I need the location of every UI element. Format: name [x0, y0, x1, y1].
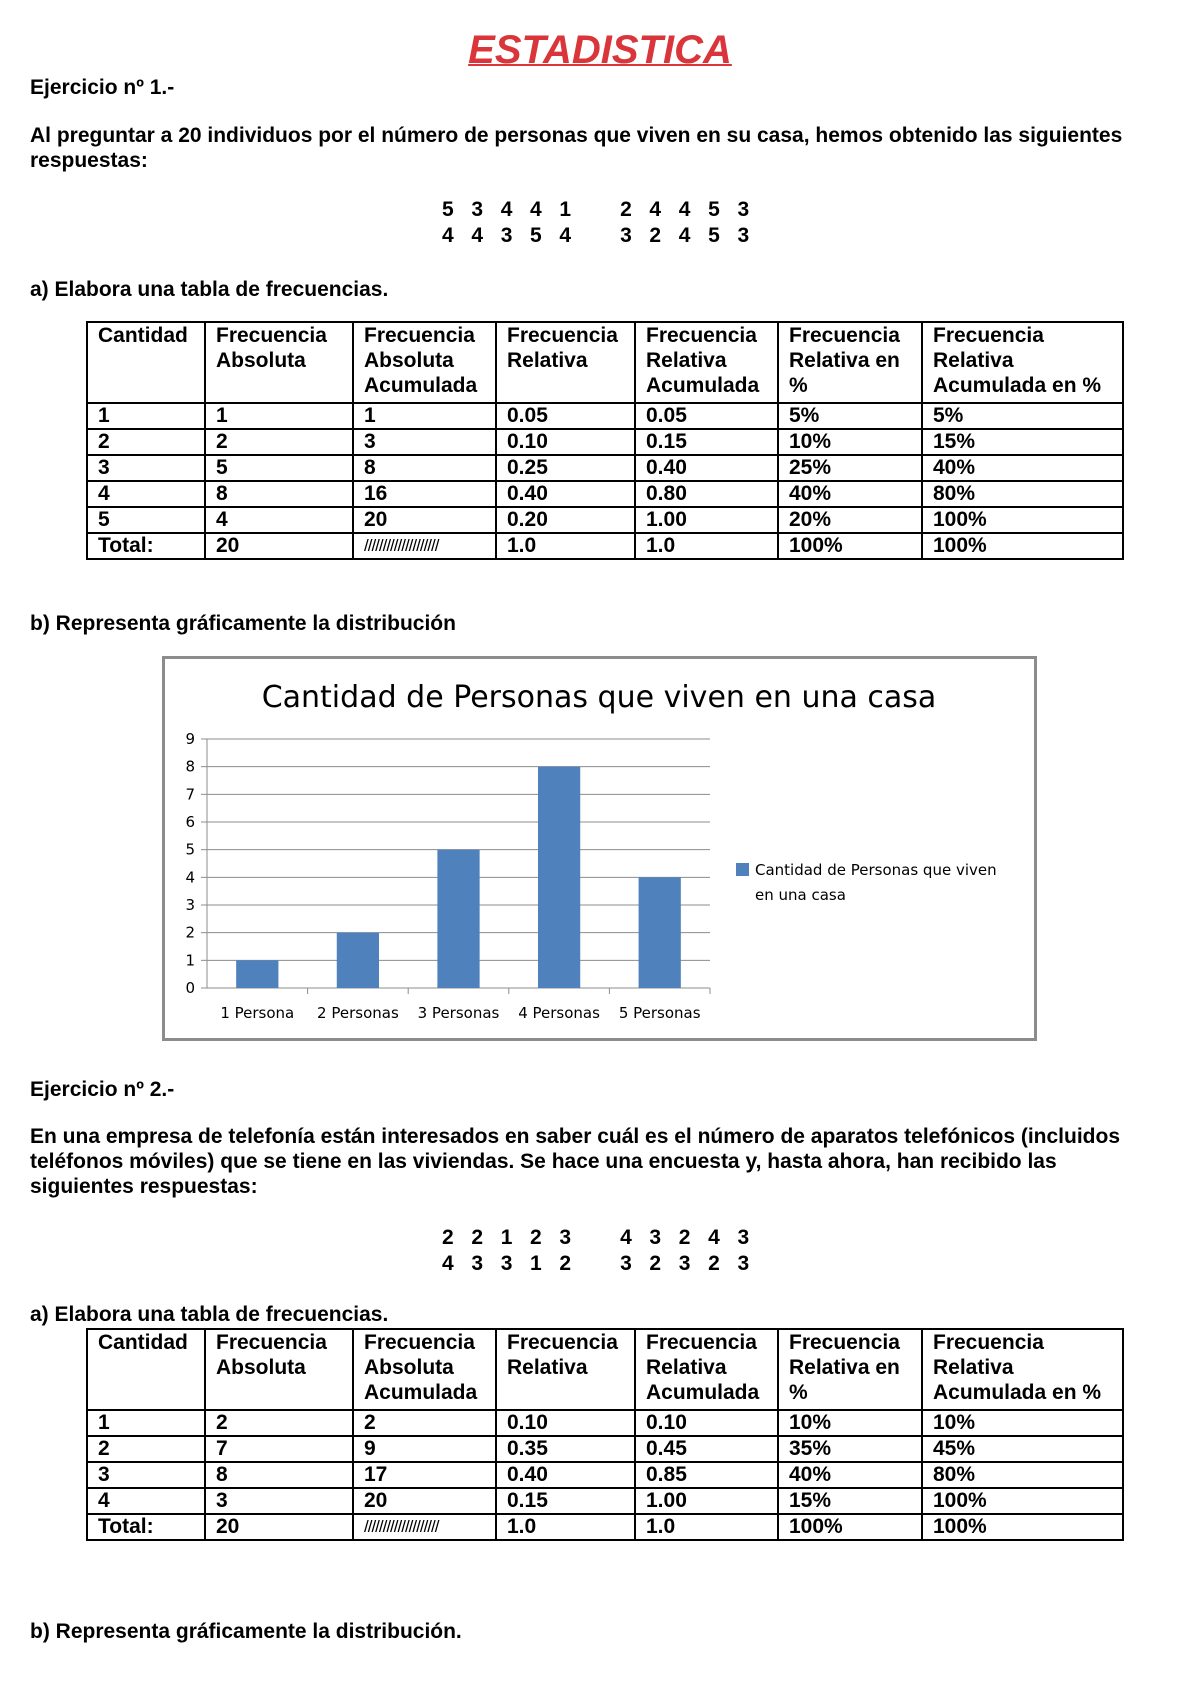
table-cell: 1.0	[635, 1514, 778, 1540]
table-cell: 0.25	[496, 455, 635, 481]
table-cell: 20	[205, 533, 353, 559]
table-cell: 0.20	[496, 507, 635, 533]
x-tick-label: 5 Personas	[618, 1004, 701, 1022]
table-cell: 1.00	[635, 507, 778, 533]
table-cell: 5%	[922, 403, 1123, 429]
bar-chart-svg	[165, 659, 1034, 1038]
x-tick-label: 2 Personas	[317, 1004, 399, 1022]
column-header: Frecuencia Relativa Acumulada	[635, 322, 778, 403]
table-cell: 2	[205, 429, 353, 455]
ex1-frequency-table	[86, 321, 1124, 560]
ex1-data-row-2: 4 4 3 5 4 3 2 4 5 3	[442, 224, 752, 247]
legend-swatch	[736, 863, 749, 876]
table-cell: 15%	[778, 1488, 922, 1514]
table-cell: 5%	[778, 403, 922, 429]
table-cell: 100%	[922, 1514, 1123, 1540]
y-tick-label: 0	[185, 979, 195, 997]
table-cell: 40%	[922, 455, 1123, 481]
column-header: Frecuencia Relativa	[496, 1329, 635, 1410]
table-cell: 8	[205, 1462, 353, 1488]
column-header: Frecuencia Relativa Acumulada	[635, 1329, 778, 1410]
table-cell: 45%	[922, 1436, 1123, 1462]
table-cell: Total:	[87, 533, 205, 559]
table-cell: 1.0	[635, 533, 778, 559]
table-cell: 3	[87, 1462, 205, 1488]
table-row	[87, 429, 1123, 455]
table-cell: 20%	[778, 507, 922, 533]
table-row	[87, 403, 1123, 429]
table-cell: 4	[87, 1488, 205, 1514]
bar-3	[437, 850, 479, 988]
table-cell: 0.40	[635, 455, 778, 481]
table-cell: 1	[353, 403, 496, 429]
table-cell: 20	[353, 507, 496, 533]
table-cell: 40%	[778, 481, 922, 507]
column-header: Frecuencia Absoluta Acumulada	[353, 322, 496, 403]
table-cell: 10%	[922, 1410, 1123, 1436]
table-cell: 1.0	[496, 533, 635, 559]
table-cell: 16	[353, 481, 496, 507]
table-cell: 15%	[922, 429, 1123, 455]
table-row	[87, 1436, 1123, 1462]
y-tick-label: 4	[185, 868, 195, 887]
table-cell: ////////////////////	[353, 1514, 496, 1540]
table-cell: 1	[87, 1410, 205, 1436]
table-cell: 100%	[922, 507, 1123, 533]
table-row	[87, 481, 1123, 507]
table-cell: 0.45	[635, 1436, 778, 1462]
table-row	[87, 1488, 1123, 1514]
column-header: Cantidad	[87, 322, 205, 403]
table-cell: 40%	[778, 1462, 922, 1488]
total-row	[87, 1514, 1123, 1540]
column-header: Frecuencia Relativa en %	[778, 1329, 922, 1410]
ex2-frequency-table	[86, 1328, 1124, 1541]
ex1-heading: Ejercicio nº 1.-	[30, 76, 175, 99]
bar-5	[639, 877, 681, 988]
bar-chart	[162, 656, 1037, 1041]
column-header: Frecuencia Relativa Acumulada en %	[922, 322, 1123, 403]
table-cell: 5	[87, 507, 205, 533]
table-cell: 100%	[778, 1514, 922, 1540]
table-cell: 20	[205, 1514, 353, 1540]
ex2-statement: En una empresa de telefonía están interesados en saber cuál es el número de aparatos telefónicos (incluidos teléfonos móviles) que se tiene en las viviendas. Se hace una encuesta y, hasta ahora, han recibido las siguientes respuestas:	[30, 1125, 1121, 1198]
table-cell: 8	[353, 455, 496, 481]
column-header: Cantidad	[87, 1329, 205, 1410]
legend-label-line-2: en una casa	[755, 886, 846, 904]
table-cell: 35%	[778, 1436, 922, 1462]
bar-2	[337, 933, 379, 988]
table-cell: 0.40	[496, 481, 635, 507]
table-row	[87, 455, 1123, 481]
x-tick-label: 1 Persona	[220, 1004, 295, 1022]
table-cell: 0.80	[635, 481, 778, 507]
table-cell: 0.40	[496, 1462, 635, 1488]
table-cell: 4	[205, 507, 353, 533]
table-cell: 0.15	[496, 1488, 635, 1514]
table-header-row	[87, 322, 1123, 403]
table-cell: 8	[205, 481, 353, 507]
table-cell: 2	[87, 1436, 205, 1462]
table-cell: 10%	[778, 1410, 922, 1436]
table-row	[87, 507, 1123, 533]
table-cell: 25%	[778, 455, 922, 481]
y-tick-label: 2	[185, 923, 195, 942]
legend-label-line-1: Cantidad de Personas que viven	[755, 861, 997, 879]
ex1-part-a: a) Elabora una tabla de frecuencias.	[30, 278, 389, 301]
column-header: Frecuencia Absoluta	[205, 1329, 353, 1410]
table-cell: 0.10	[496, 1410, 635, 1436]
chart-title: Cantidad de Personas que viven en una casa	[261, 680, 937, 715]
x-tick-label: 3 Personas	[417, 1004, 500, 1022]
table-row	[87, 1462, 1123, 1488]
page-title: ESTADISTICA	[468, 28, 732, 72]
ex2-data-row-2: 4 3 3 1 2 3 2 3 2 3	[442, 1252, 752, 1275]
table-cell: Total:	[87, 1514, 205, 1540]
y-tick-label: 8	[185, 757, 195, 776]
table-cell: 7	[205, 1436, 353, 1462]
table-cell: 3	[87, 455, 205, 481]
y-tick-label: 9	[185, 730, 195, 748]
y-tick-label: 6	[185, 813, 195, 831]
table-cell: 2	[205, 1410, 353, 1436]
table-cell: 0.15	[635, 429, 778, 455]
bar-1	[236, 960, 278, 988]
table-cell: 3	[353, 429, 496, 455]
y-tick-label: 7	[185, 785, 195, 804]
table-cell: 0.05	[496, 403, 635, 429]
table-cell: ////////////////////	[353, 533, 496, 559]
table-cell: 3	[205, 1488, 353, 1514]
table-cell: 80%	[922, 1462, 1123, 1488]
table-cell: 100%	[922, 533, 1123, 559]
ex2-part-b: b) Representa gráficamente la distribución.	[30, 1620, 462, 1643]
table-row	[87, 1410, 1123, 1436]
column-header: Frecuencia Relativa en %	[778, 322, 922, 403]
table-cell: 2	[353, 1410, 496, 1436]
column-header: Frecuencia Absoluta Acumulada	[353, 1329, 496, 1410]
table-cell: 80%	[922, 481, 1123, 507]
total-row	[87, 533, 1123, 559]
x-tick-label: 4 Personas	[518, 1004, 600, 1022]
table-cell: 0.35	[496, 1436, 635, 1462]
table-cell: 4	[87, 481, 205, 507]
ex2-heading: Ejercicio nº 2.-	[30, 1078, 175, 1101]
table-cell: 5	[205, 455, 353, 481]
column-header: Frecuencia Relativa	[496, 322, 635, 403]
ex2-part-a: a) Elabora una tabla de frecuencias.	[30, 1303, 389, 1326]
table-cell: 2	[87, 429, 205, 455]
table-cell: 0.05	[635, 403, 778, 429]
bar-4	[538, 767, 580, 988]
table-cell: 1	[205, 403, 353, 429]
table-cell: 100%	[778, 533, 922, 559]
table-cell: 1.0	[496, 1514, 635, 1540]
ex1-data-row-1: 5 3 4 4 1 2 4 4 5 3	[442, 198, 752, 221]
table-header-row	[87, 1329, 1123, 1410]
y-tick-label: 1	[185, 951, 195, 970]
table-cell: 20	[353, 1488, 496, 1514]
ex1-statement: Al preguntar a 20 individuos por el número de personas que viven en su casa, hemos obtenido las siguientes respuestas:	[30, 124, 1123, 172]
table-cell: 0.10	[496, 429, 635, 455]
table-cell: 9	[353, 1436, 496, 1462]
table-cell: 1	[87, 403, 205, 429]
table-cell: 10%	[778, 429, 922, 455]
y-tick-label: 5	[185, 840, 195, 859]
table-cell: 17	[353, 1462, 496, 1488]
ex1-part-b: b) Representa gráficamente la distribución	[30, 612, 456, 635]
table-cell: 100%	[922, 1488, 1123, 1514]
y-tick-label: 3	[185, 896, 195, 914]
table-cell: 1.00	[635, 1488, 778, 1514]
table-cell: 0.10	[635, 1410, 778, 1436]
ex2-data-row-1: 2 2 1 2 3 4 3 2 4 3	[442, 1226, 752, 1249]
column-header: Frecuencia Relativa Acumulada en %	[922, 1329, 1123, 1410]
table-cell: 0.85	[635, 1462, 778, 1488]
column-header: Frecuencia Absoluta	[205, 322, 353, 403]
